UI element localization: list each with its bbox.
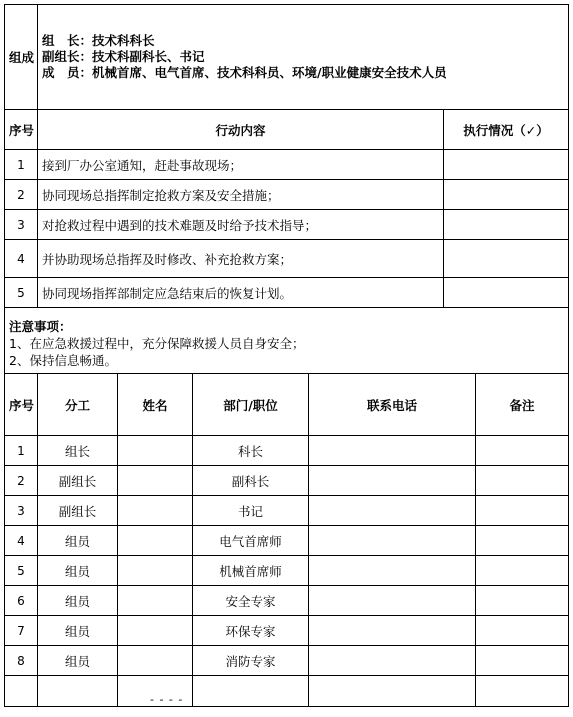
- member-header-remark: 备注: [476, 374, 569, 436]
- member-row: [5, 496, 569, 526]
- member-dept: 副科长: [193, 466, 309, 496]
- action-header-row: [5, 110, 569, 150]
- notes-row: [5, 308, 569, 374]
- header-content: 行动内容: [38, 110, 444, 150]
- action-content: 接到厂办公室通知，赶赴事故现场；: [38, 150, 444, 180]
- member-remark[interactable]: [476, 436, 569, 466]
- member-remark[interactable]: [476, 526, 569, 556]
- member-dept: 机械首席师: [193, 556, 309, 586]
- member-role: 副组长: [38, 496, 118, 526]
- action-status[interactable]: [444, 150, 569, 180]
- member-phone[interactable]: [309, 466, 476, 496]
- composition-members: 成 员：机械首席、电气首席、技术科科员、环境/职业健康安全技术人员: [42, 65, 447, 80]
- member-row: [5, 466, 569, 496]
- member-row-blank: [5, 676, 569, 707]
- member-dept: 书记: [193, 496, 309, 526]
- member-row: [5, 436, 569, 466]
- notes-cell: [5, 308, 569, 374]
- member-header-dept: 部门/职位: [193, 374, 309, 436]
- member-name[interactable]: [118, 646, 193, 676]
- member-header-role: 分工: [38, 374, 118, 436]
- blank-cell[interactable]: [309, 676, 476, 707]
- member-row: [5, 586, 569, 616]
- member-dept: 科长: [193, 436, 309, 466]
- action-row: [5, 150, 569, 180]
- member-remark[interactable]: [476, 556, 569, 586]
- member-row: [5, 646, 569, 676]
- member-dept: 消防专家: [193, 646, 309, 676]
- member-role: 组员: [38, 556, 118, 586]
- action-no: 2: [5, 180, 38, 210]
- member-remark[interactable]: [476, 586, 569, 616]
- blank-cell[interactable]: [5, 676, 38, 707]
- member-no: 1: [5, 436, 38, 466]
- action-no: 3: [5, 210, 38, 240]
- member-row: [5, 616, 569, 646]
- member-name[interactable]: [118, 616, 193, 646]
- member-phone[interactable]: [309, 496, 476, 526]
- member-phone[interactable]: [309, 436, 476, 466]
- member-no: 4: [5, 526, 38, 556]
- trailing-marker: - - - -: [150, 693, 184, 706]
- action-row: [5, 278, 569, 308]
- blank-cell[interactable]: [38, 676, 118, 707]
- member-header-phone: 联系电话: [309, 374, 476, 436]
- action-no: 1: [5, 150, 38, 180]
- member-dept: 环保专家: [193, 616, 309, 646]
- action-row: [5, 180, 569, 210]
- member-role: 组员: [38, 586, 118, 616]
- composition-content: [38, 5, 569, 110]
- member-name[interactable]: [118, 556, 193, 586]
- member-role: 组长: [38, 436, 118, 466]
- member-name[interactable]: [118, 496, 193, 526]
- action-status[interactable]: [444, 240, 569, 278]
- notes-item: 1、在应急救援过程中，充分保障救援人员自身安全；: [9, 336, 305, 351]
- member-remark[interactable]: [476, 646, 569, 676]
- composition-row: [5, 5, 569, 110]
- member-header-name: 姓名: [118, 374, 193, 436]
- member-name[interactable]: [118, 436, 193, 466]
- member-no: 7: [5, 616, 38, 646]
- member-role: 副组长: [38, 466, 118, 496]
- member-no: 5: [5, 556, 38, 586]
- member-header-row: [5, 374, 569, 436]
- composition-deputy: 副组长：技术科副科长、书记: [42, 49, 205, 64]
- member-phone[interactable]: [309, 646, 476, 676]
- member-remark[interactable]: [476, 496, 569, 526]
- action-content: 对抢救过程中遇到的技术难题及时给予技术指导；: [38, 210, 444, 240]
- action-content: 协同现场指挥部制定应急结束后的恢复计划。: [38, 278, 444, 308]
- action-no: 4: [5, 240, 38, 278]
- member-no: 2: [5, 466, 38, 496]
- member-role: 组员: [38, 646, 118, 676]
- member-phone[interactable]: [309, 556, 476, 586]
- member-role: 组员: [38, 616, 118, 646]
- member-role: 组员: [38, 526, 118, 556]
- action-row: [5, 240, 569, 278]
- notes-item: 2、保持信息畅通。: [9, 353, 117, 368]
- member-name[interactable]: [118, 466, 193, 496]
- member-phone[interactable]: [309, 586, 476, 616]
- member-no: 3: [5, 496, 38, 526]
- action-status[interactable]: [444, 210, 569, 240]
- action-no: 5: [5, 278, 38, 308]
- action-content: 并协助现场总指挥及时修改、补充抢救方案；: [38, 240, 444, 278]
- member-row: [5, 556, 569, 586]
- member-phone[interactable]: [309, 616, 476, 646]
- member-name[interactable]: [118, 526, 193, 556]
- blank-cell[interactable]: [476, 676, 569, 707]
- header-status: 执行情况（✓）: [444, 110, 569, 150]
- blank-cell[interactable]: [193, 676, 309, 707]
- action-row: [5, 210, 569, 240]
- member-table: [4, 373, 569, 707]
- action-content: 协同现场总指挥制定抢救方案及安全措施；: [38, 180, 444, 210]
- member-header-no: 序号: [5, 374, 38, 436]
- action-status[interactable]: [444, 180, 569, 210]
- action-status[interactable]: [444, 278, 569, 308]
- header-no: 序号: [5, 110, 38, 150]
- member-dept: 安全专家: [193, 586, 309, 616]
- notes-title: 注意事项：: [9, 319, 72, 334]
- member-no: 8: [5, 646, 38, 676]
- composition-leader: 组 长：技术科科长: [42, 33, 155, 48]
- member-remark[interactable]: [476, 616, 569, 646]
- member-row: [5, 526, 569, 556]
- member-phone[interactable]: [309, 526, 476, 556]
- member-dept: 电气首席师: [193, 526, 309, 556]
- action-table: [4, 4, 569, 374]
- member-no: 6: [5, 586, 38, 616]
- member-name[interactable]: [118, 586, 193, 616]
- member-remark[interactable]: [476, 466, 569, 496]
- composition-label: 组成: [5, 5, 38, 110]
